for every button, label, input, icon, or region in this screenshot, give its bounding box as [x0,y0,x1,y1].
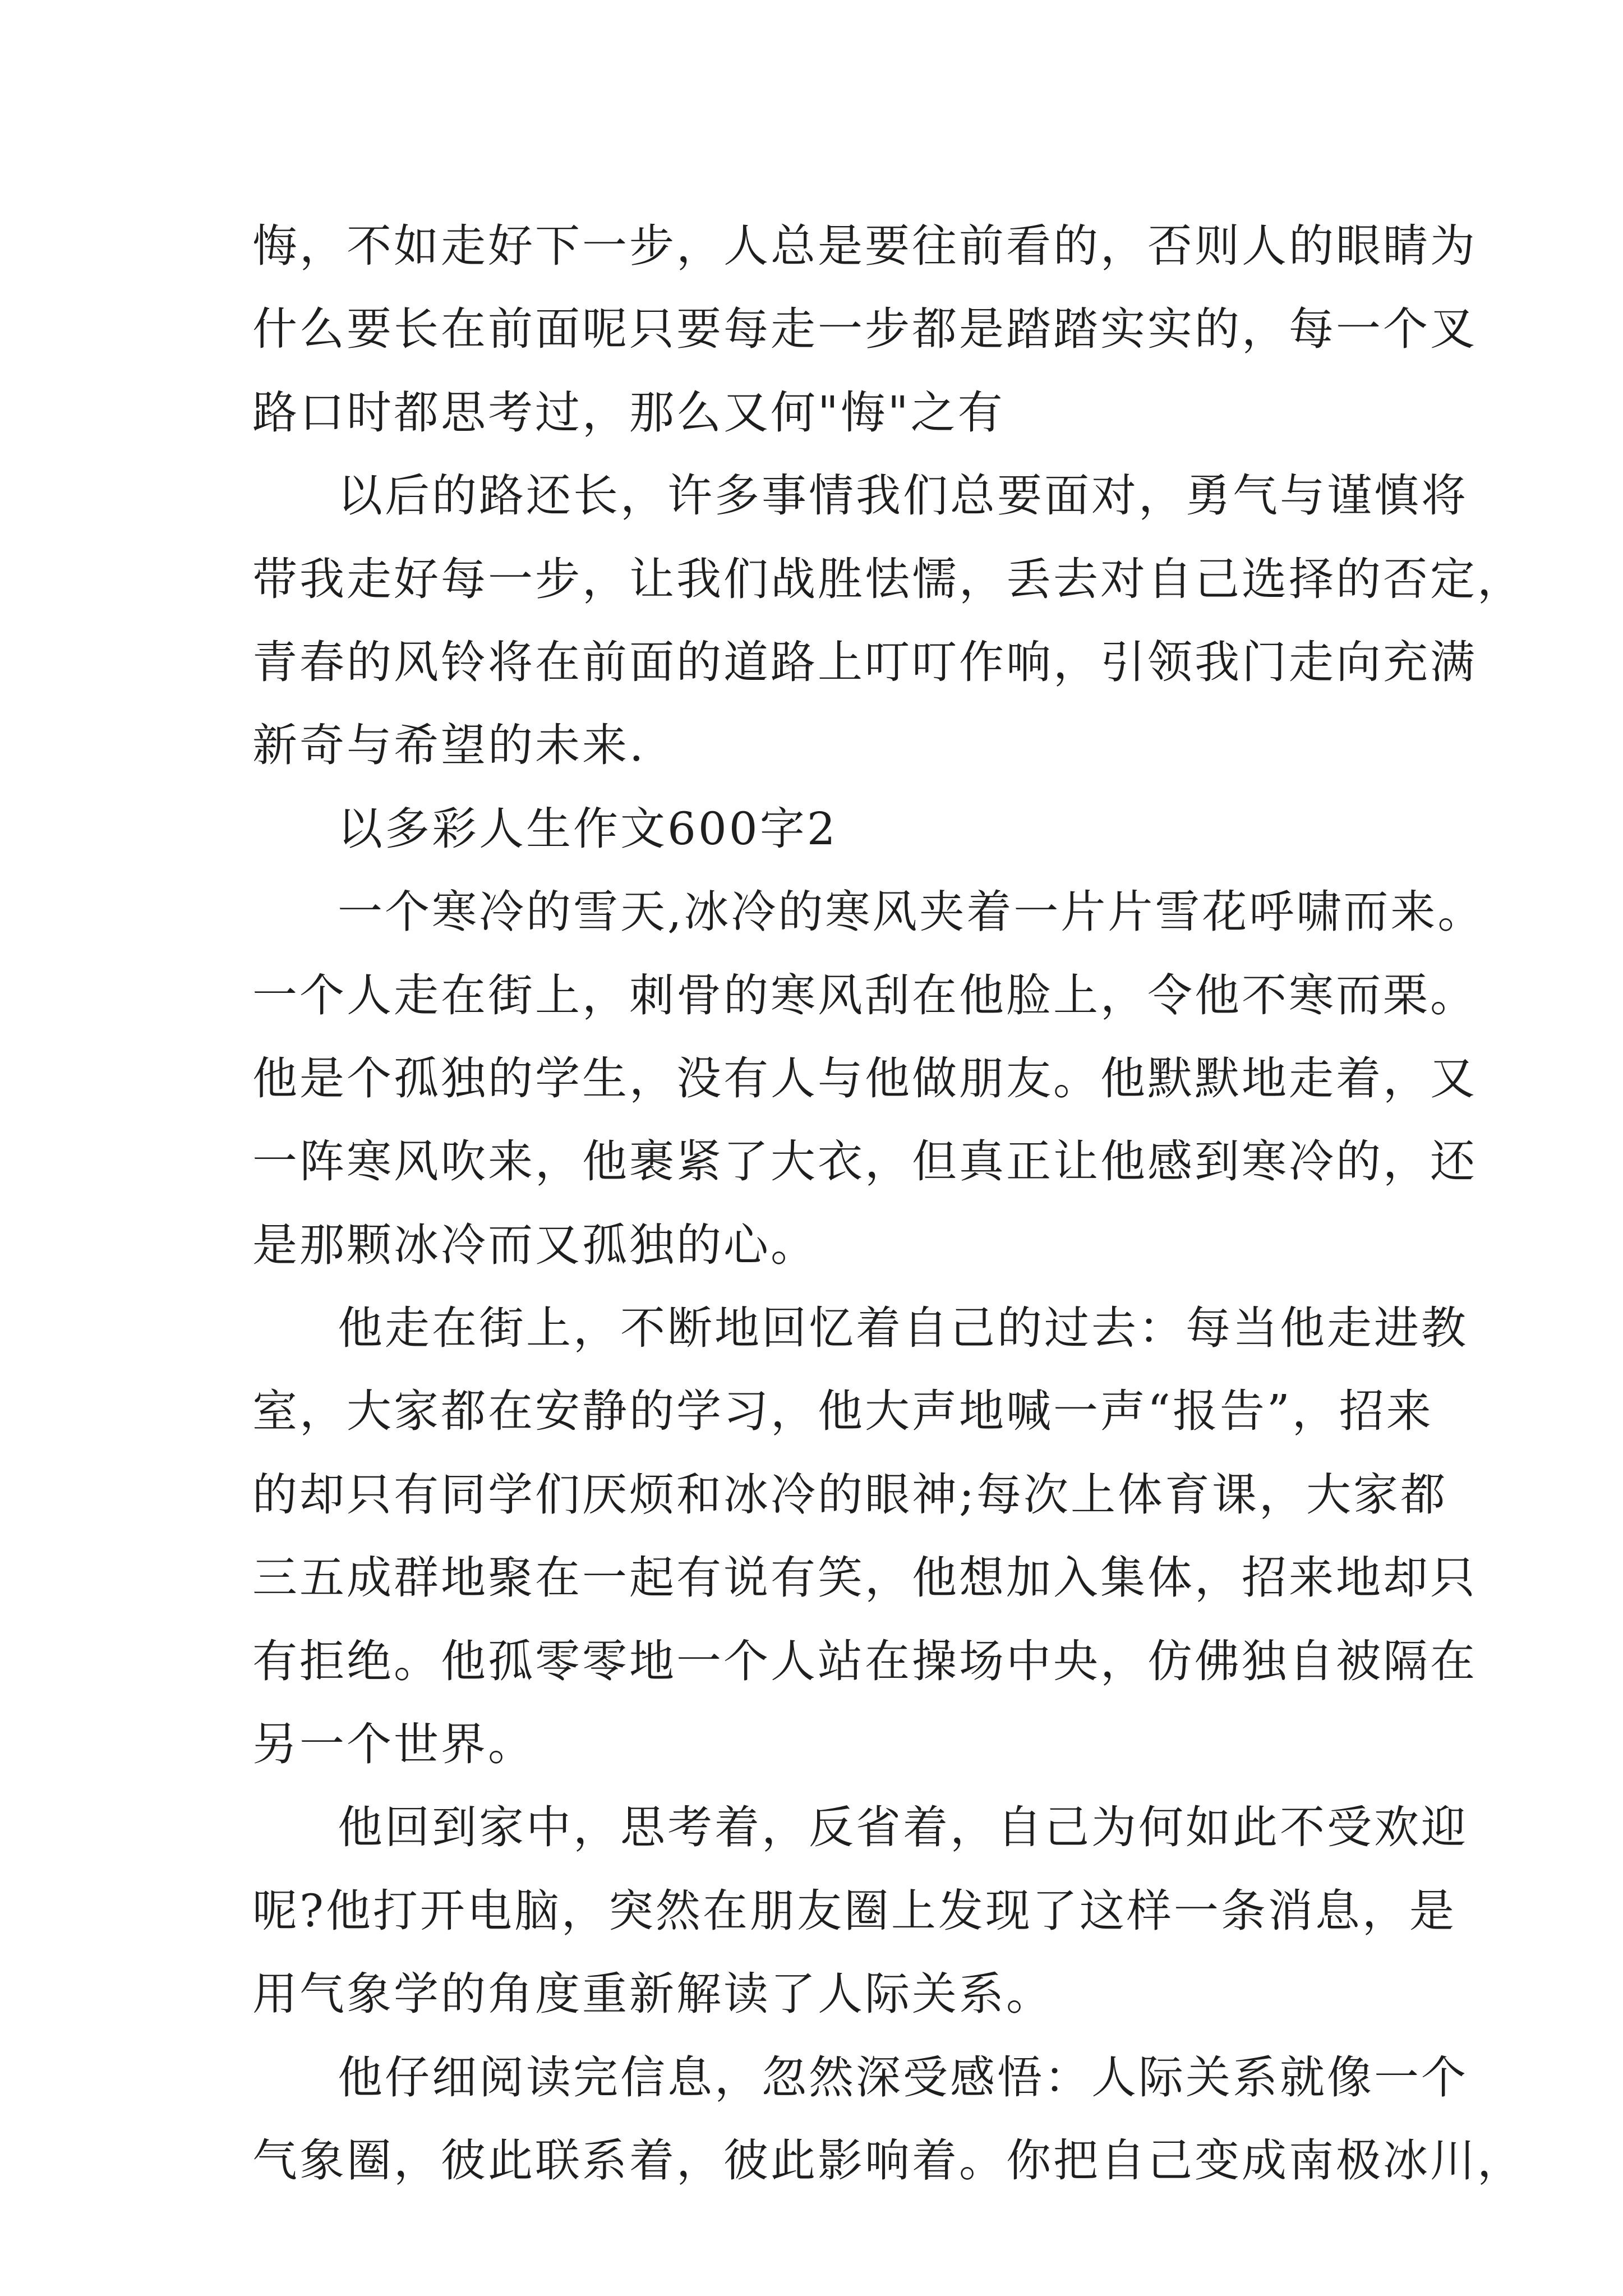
text-line: 什么要长在前面呢只要每走一步都是踏踏实实的，每一个叉 [252,303,1477,356]
text-line: 有拒绝。他孤零零地一个人站在操场中央，仿佛独自被隔在 [252,1635,1477,1687]
paragraph-first-line: 他走在街上，不断地回忆着自己的过去：每当他走进教 [338,1302,1468,1355]
text-line: 一阵寒风吹来，他裹紧了大衣，但真正让他感到寒冷的，还 [252,1135,1477,1188]
text-line: 的却只有同学们厌烦和冰冷的眼神;每次上体育课，大家都 [252,1468,1447,1521]
essay-body [252,205,1524,2202]
text-line: 三五成群地聚在一起有说有笑，他想加入集体，招来地却只 [252,1552,1477,1604]
text-line: 他是个孤独的学生，没有人与他做朋友。他默默地走着，又 [252,1052,1477,1105]
paragraph-first-line: 以后的路还长，许多事情我们总要面对，勇气与谨慎将 [338,470,1468,522]
text-line: 用气象学的角度重新解读了人际关系。 [252,1968,1053,2021]
text-line: 气象圈，彼此联系着，彼此影响着。你把自己变成南极冰川， [252,2134,1524,2187]
paragraph-first-line: 他回到家中，思考着，反省着，自己为何如此不受欢迎 [338,1801,1468,1854]
text-line: 一个人走在街上，刺骨的寒风刮在他脸上，令他不寒而栗。 [252,969,1477,1022]
section-heading: 以多彩人生作文600字2 [338,802,838,855]
paragraph-first-line: 他仔细阅读完信息，忽然深受感悟：人际关系就像一个 [338,2051,1468,2104]
text-line: 路口时都思考过，那么又何"悔"之有 [252,386,1005,439]
text-line: 带我走好每一步，让我们战胜怯懦，丢去对自己选择的否定， [252,553,1524,605]
text-line: 是那颗冰冷而又孤独的心。 [252,1218,818,1271]
text-line: 室，大家都在安静的学习，他大声地喊一声“报告”，招来 [252,1385,1433,1438]
text-line: 另一个世界。 [252,1718,535,1771]
text-line: 青春的风铃将在前面的道路上叮叮作响，引领我门走向充满 [252,636,1477,688]
text-line: 呢?他打开电脑，突然在朋友圈上发现了这样一条消息，是 [252,1884,1456,1937]
paragraph-first-line: 一个寒冷的雪天,冰冷的寒风夹着一片片雪花呼啸而来。 [338,886,1485,938]
text-line: 悔，不如走好下一步，人总是要往前看的，否则人的眼睛为 [252,220,1477,272]
text-line: 新奇与希望的未来. [252,719,646,772]
